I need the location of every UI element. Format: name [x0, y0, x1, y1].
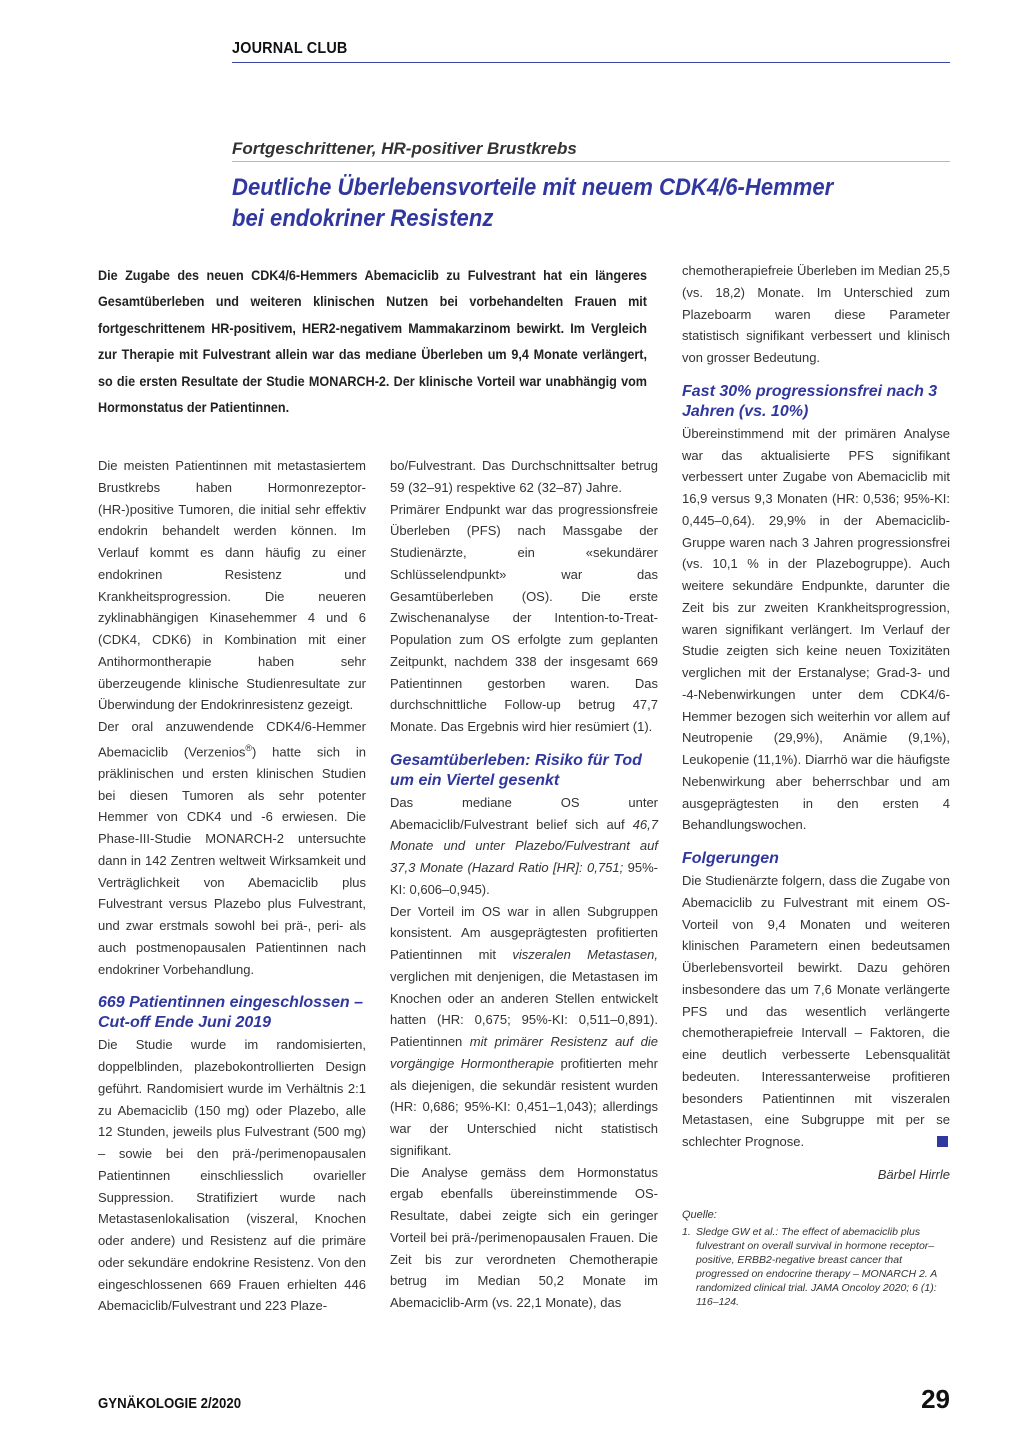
text-run: verglichen mit denjenigen, die Metastasen im Knochen oder an anderen Stellen entwickelt hatten (HR: 0,675; 95%-KI: 0,511–0,891). Patientinnen [390, 968, 658, 1049]
text-run: Der Vorteil im OS war in allen Subgruppen konsistent. Am ausgeprägtesten profitierten Patientinnen mit [390, 903, 658, 962]
kicker-rule [232, 161, 950, 162]
subheading: Folgerungen [682, 850, 779, 867]
paragraph [390, 792, 658, 901]
end-of-article-square-icon [937, 1136, 948, 1147]
article-kicker: Fortgeschrittener, HR-positiver Brustkrebs [232, 139, 577, 158]
text-column-3 [682, 260, 950, 1309]
author-name: Bärbel Hirrle [877, 1166, 950, 1182]
headline-line-1: Deutliche Überlebensvorteile mit neuem CDK4/6-Hemmer [232, 174, 834, 201]
italic-run: 46,7 Monate und unter Plazebo/Fulvestrant auf 37,3 Monate (Hazard Ratio [HR]: 0,751; [390, 816, 658, 875]
italic-run: mit primärer Resistenz auf die vorgängige Hormontherapie [390, 1034, 658, 1071]
paragraph: Die meisten Patientinnen mit metastasiertem Brustkrebs haben Hormonrezeptor-(HR-)positive Tumoren, die initial sehr effektiv endokrin behandelt werden können. Im Verlauf kommt es dann häufig zu einer endokrinen Resistenz und Krankheitsprogression. Die neueren zyklinabhängigen Kinasehemmer 4 und 6 (CDK4, CDK6) in Kombination mit einer Antihormontherapie haben sehr überzeugende klinische Studienresultate zur Überwindung der Endokrinresistenz gezeigt. [98, 458, 366, 713]
italic-run: viszeralen Metastasen, [512, 947, 658, 962]
text-column-1 [98, 455, 366, 1317]
paragraph [682, 870, 950, 1153]
text-run: Das mediane OS unter Abemaciclib/Fulvestrant belief sich auf [390, 794, 658, 832]
subheading: 669 Patientinnen eingeschlossen – Cut-off Ende Juni 2019 [98, 994, 363, 1032]
source-label: Quelle: [682, 1208, 717, 1221]
text-run: Die Studienärzte folgern, dass die Zugabe von Abemaciclib zu Fulvestrant mit einem OS-Vorteil von 9,4 Monaten und weiteren klinischen Parametern einen bedeutsamen Überlebensvorteil bewirkt. Dazu gehören insbesondere das um 7,6 Monate verlängerte PFS und das wesentlich verlängerte chemotherapiefreie Intervall – Faktoren, die eine deutlich verbesserte Lebensqualität bedeuten. Interessanterweise profitieren besonders Patientinnen mit viszeralen Metastasen, eine Subgruppe mit per se schlechter Prognose. [682, 873, 950, 1149]
paragraph: Primärer Endpunkt war das progressionsfreie Überleben (PFS) nach Massgabe der Studienärzte, ein «sekundärer Schlüsselendpunkt» war das Gesamtüberleben (OS). Die erste Zwischenanalyse der Intention-to-Treat-Population zum OS erfolgte zum geplanten Zeitpunkt, nachdem 338 der insgesamt 669 Patientinnen gestorben waren. Das durchschnittliche Follow-up betrug 47,7 Monate. Das Ergebnis wird hier resümiert (1). [390, 501, 658, 734]
paragraph: Die Studie wurde im randomisierten, doppelblinden, plazebokontrollierten Design geführt. Randomisiert wurde im Verhältnis 2:1 zu Abemaciclib (150 mg) oder Plazebo, alle 12 Stunden, jeweils plus Fulvestrant (500 mg) – sowie bei den prä-/perimenopausalen Patientinnen einschliesslich ovarieller Suppression. Stratifiziert wurde nach Metastasenlokalisation (viszeral, Knochen oder andere) und Resistenz auf die primäre oder sekundäre endokrine Resistenz. Von den eingeschlossenen 669 Frauen erhielten 446 Abemaciclib/Fulvestrant und 223 Plaze- [98, 1037, 366, 1314]
subheading: Gesamtüberleben: Risiko für Tod um ein Viertel gesenkt [390, 751, 642, 789]
registered-mark: ® [245, 742, 252, 753]
reference-item [682, 1225, 950, 1309]
headline-line-2: bei endokriner Resistenz [232, 205, 494, 232]
paragraph: bo/Fulvestrant. Das Durchschnittsalter betrug 59 (32–91) respektive 62 (32–87) Jahre. [390, 458, 658, 495]
paragraph: Übereinstimmend mit der primären Analyse war das aktualisierte PFS signifikant verbessert unter Zugabe von Abemaciclib mit 16,9 versus 9,3 Monaten (HR: 0,536; 95%-KI: 0,445–0,64). 29,9% in der Abemaciclib-Gruppe waren nach 3 Jahren progressionsfrei (vs. 10,1 % in der Plazebogruppe). Auch weitere sekundäre Endpunkte, darunter die Zeit bis zur zweiten Krankheitsprogression, waren signifikant verlängert. Im Verlauf der Studie zeigten sich keine neuen Toxizitäten verglichen mit der Erstanalyse; Grad-3- und -4-Nebenwirkungen unter dem CDK4/6-Hemmer bezogen sich weiterhin vor allem auf Neutropenie (29,9%), Anämie (9,1%), Leukopenie (11,1%). Diarrhö war die häufigste Nebenwirkung aber beherrschbar und am ausgeprägtesten in den ersten 4 Behandlungswochen. [682, 425, 950, 833]
text-column-2 [390, 455, 658, 1314]
paragraph [98, 716, 366, 980]
text-run: 95%-KI: 0,606–0,945). [390, 860, 658, 897]
header-rule [232, 62, 950, 63]
paragraph [390, 901, 658, 1162]
paragraph: Die Analyse gemäss dem Hormonstatus ergab ebenfalls übereinstimmende OS-Resultate, dabei zeigte sich ein geringer Vorteil bei prä-/perimenopausalen Frauen. Die Zeit bis zur verordneten Chemotherapie betrug im Median 50,2 Monate im Abemaciclib-Arm (vs. 22,1 Monate), das [390, 1164, 658, 1310]
reference-text: Sledge GW et al.: The effect of abemaciclib plus fulvestrant on overall survival in hormone receptor–positive, ERBB2-negative breast cancer that progressed on endocrine therapy – MONARCH 2. A randomized clinical trial. JAMA Oncoloy 2020; 6 (1): 116–124. [696, 1225, 937, 1308]
lead-paragraph: Die Zugabe des neuen CDK4/6-Hemmers Abemaciclib zu Fulvestrant hat ein längeres Gesamtüberleben und weiteren klinischen Nutzen bei vorbehandelten Frauen mit fortgeschrittenem HR-positivem, HER2-negativem Mammakarzinom bewirkt. Im Vergleich zur Therapie mit Fulvestrant allein war das mediane Überleben um 9,4 Monate verlängert, so die ersten Resultate der Studie MONARCH-2. Der klinische Vorteil war unabhängig vom Hormonstatus der Patientinnen. [98, 267, 647, 416]
section-label: JOURNAL CLUB [232, 40, 348, 57]
journal-issue: GYNÄKOLOGIE 2/2020 [98, 1395, 242, 1412]
reference-number: 1. [682, 1225, 691, 1238]
text-run: profitierten mehr als diejenigen, die sekundär resistent wurden (HR: 0,686; 95%-KI: 0,451–1,043); allerdings war der Unterschied nicht statistisch signifikant. [390, 1055, 658, 1158]
subheading: Fast 30% progressionsfrei nach 3 Jahren (vs. 10%) [682, 382, 938, 420]
paragraph: chemotherapiefreie Überleben im Median 25,5 (vs. 18,2) Monate. Im Unterschied zum Plazeboarm waren diese Parameter statistisch signifikant verbessert und klinisch von grosser Bedeutung. [682, 263, 950, 365]
text-run: Der oral anzuwendende CDK4/6-Hemmer Abemaciclib (Verzenios [98, 719, 366, 760]
article-headline [232, 172, 876, 234]
text-run: ) hatte sich in präklinischen und ersten klinischen Studien bei diesen Tumoren als sehr potenter Hemmer von CDK4 und -6 erwiesen. Die Phase-III-Studie MONARCH-2 untersuchte dann in 142 Zentren weltweit Wirksamkeit und Verträglichkeit von Abemaciclib plus Fulvestrant versus Plazebo plus Fulvestrant, und zwar erstmals sowohl bei prä-, peri- als auch postmenopausalen Patientinnen nach endokriner Vorbehandlung. [98, 744, 366, 977]
article-lead [98, 262, 647, 420]
page-number: 29 [921, 1384, 950, 1414]
